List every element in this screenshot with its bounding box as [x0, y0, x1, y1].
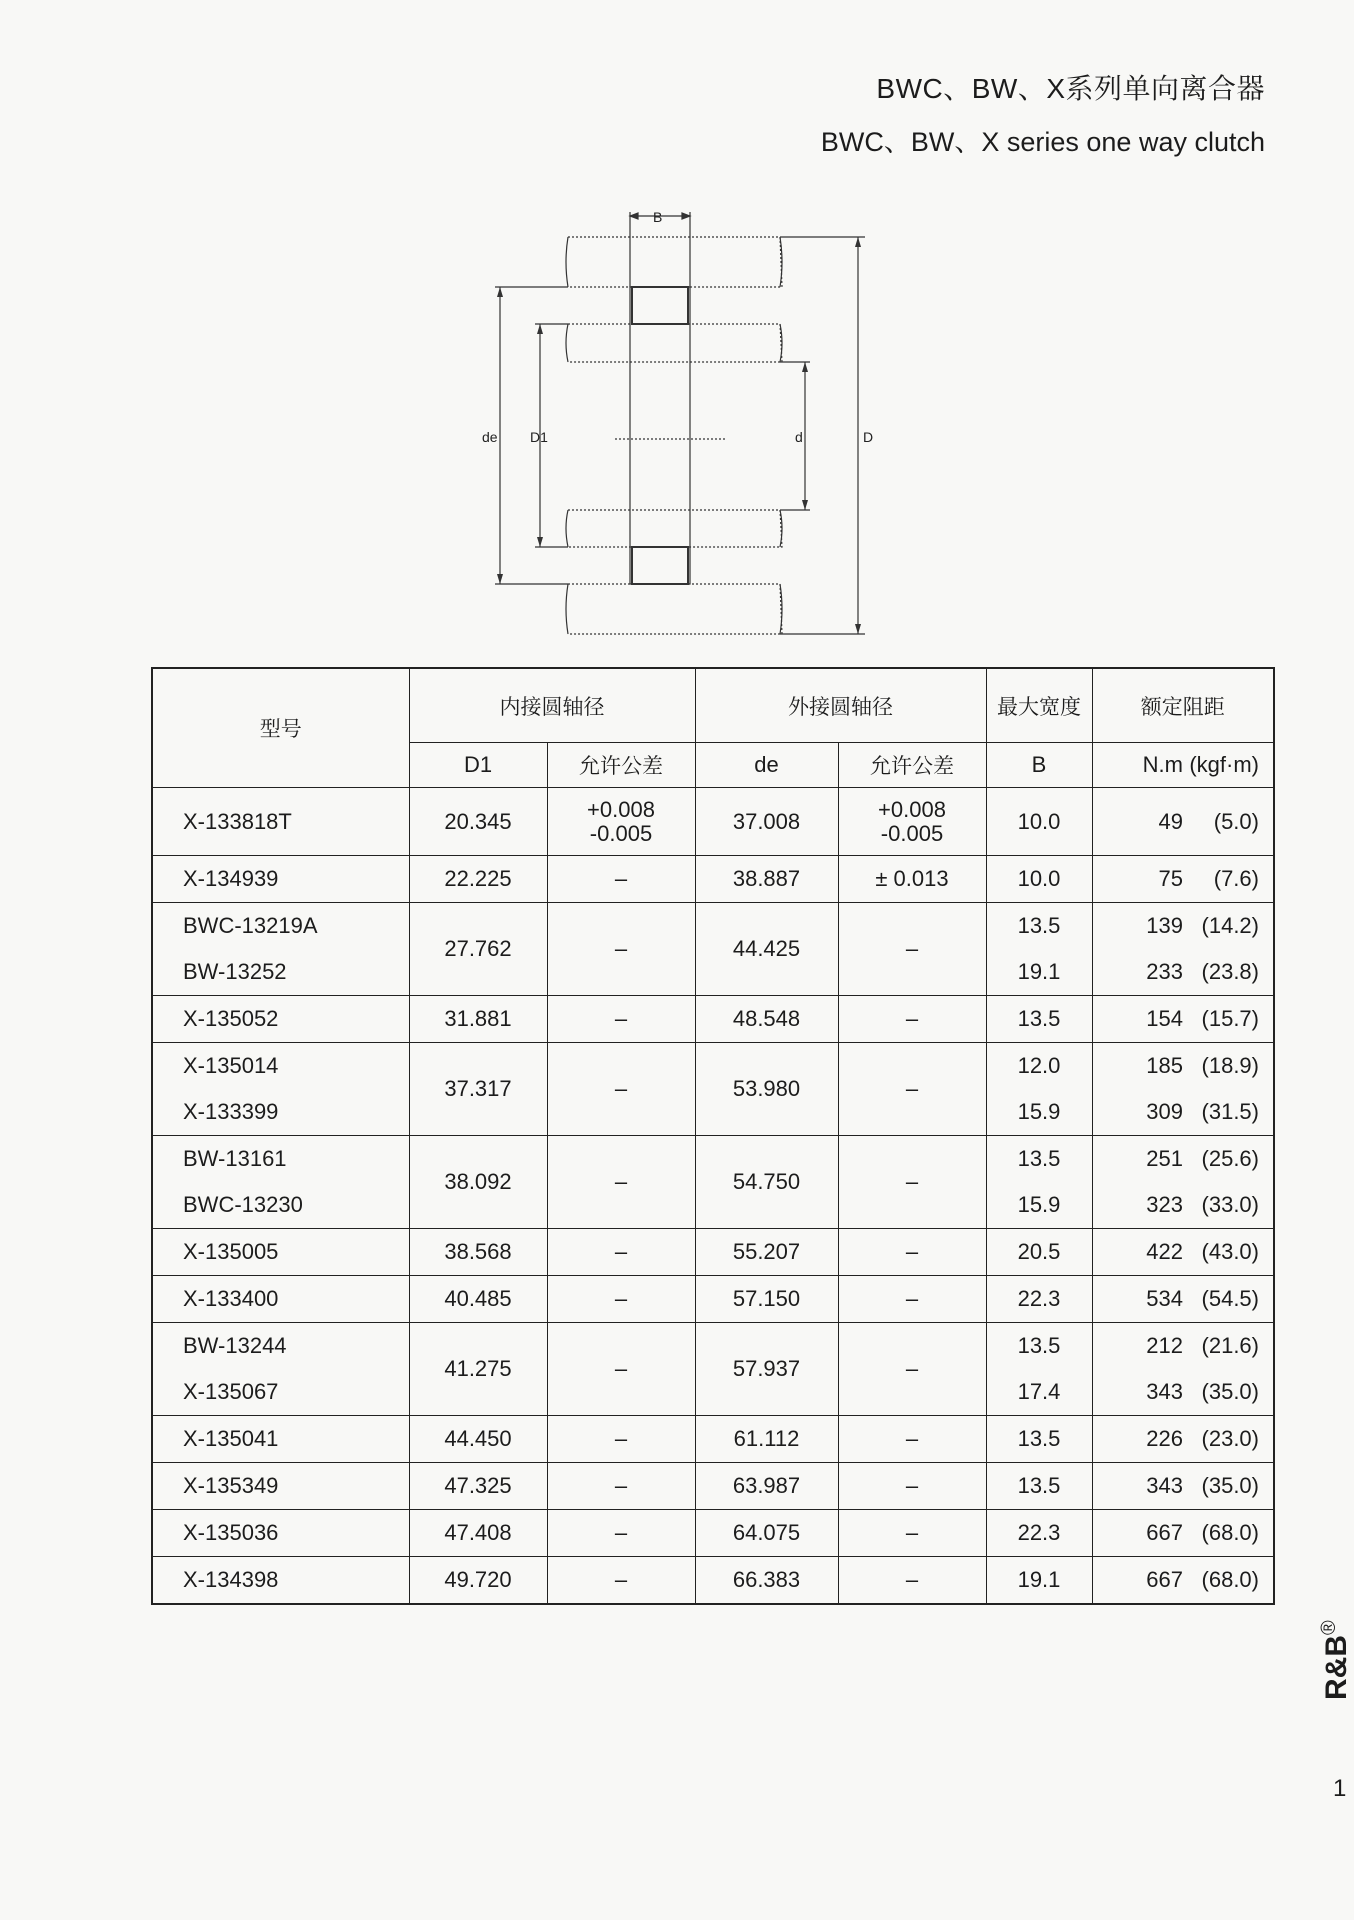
cell-b-value: 19.1 — [1017, 1567, 1061, 1592]
cell-torque-nm: 422 — [1146, 1239, 1183, 1264]
cell-b — [986, 903, 1092, 996]
cell-tol1: – — [547, 903, 695, 996]
table-row — [152, 788, 1274, 856]
cell-tol2: ± 0.013 — [838, 856, 986, 903]
cell-torque-kgf: (33.0) — [1201, 1192, 1259, 1217]
cell-b-value: 13.5 — [1017, 1146, 1061, 1171]
cell-models — [152, 996, 409, 1043]
cell-torque-nm: 667 — [1146, 1567, 1183, 1592]
cell-torque-kgf: (25.6) — [1201, 1146, 1259, 1171]
cell-d1: 27.762 — [409, 903, 547, 996]
header-outer-group: 外接圆轴径 — [695, 668, 986, 743]
cell-tol1: – — [547, 1136, 695, 1229]
header-de: de — [695, 743, 838, 788]
header-kgfm: (kgf·m) — [1189, 752, 1259, 777]
cell-tol1: – — [547, 1557, 695, 1605]
cell-b-value: 13.5 — [1017, 1473, 1061, 1498]
cell-torque-kgf: (5.0) — [1213, 808, 1259, 834]
table-row — [152, 1463, 1274, 1510]
cell-torque-nm: 49 — [1158, 808, 1183, 834]
cell-models — [152, 1557, 409, 1605]
cell-torque — [1092, 1043, 1274, 1136]
cell-de: 55.207 — [695, 1229, 838, 1276]
cell-models-value: X-135005 — [183, 1239, 279, 1264]
cell-torque — [1092, 1416, 1274, 1463]
cell-d1: 41.275 — [409, 1323, 547, 1416]
cell-torque-nm: 343 — [1146, 1379, 1183, 1404]
cell-torque-kgf: (31.5) — [1201, 1099, 1259, 1124]
table-row — [152, 1136, 1274, 1229]
cell-models-value: BWC-13230 — [183, 1192, 303, 1217]
cell-torque-nm: 667 — [1146, 1520, 1183, 1545]
header-nm: N.m — [1142, 752, 1183, 777]
cell-models-value: BW-13244 — [183, 1333, 287, 1358]
cell-tol1: – — [547, 1463, 695, 1510]
cell-b-value: 13.5 — [1017, 913, 1061, 938]
cell-torque-nm: 343 — [1146, 1473, 1183, 1498]
cell-models-value: BW-13252 — [183, 959, 287, 984]
cell-tol1: – — [547, 856, 695, 903]
cell-b — [986, 1136, 1092, 1229]
cell-torque-kgf: (35.0) — [1201, 1379, 1259, 1404]
cell-torque — [1092, 1323, 1274, 1416]
cell-torque — [1092, 856, 1274, 903]
page-title-en: BWC、BW、X series one way clutch — [820, 127, 1265, 157]
cell-b-value: 22.3 — [1017, 1520, 1061, 1545]
cell-tol1: – — [547, 1510, 695, 1557]
cell-d1: 44.450 — [409, 1416, 547, 1463]
header-torque-units — [1092, 743, 1274, 788]
cell-b — [986, 1416, 1092, 1463]
table-row — [152, 996, 1274, 1043]
header-model: 型号 — [152, 668, 409, 788]
header-rated-torque: 额定阻距 — [1092, 668, 1274, 743]
cell-torque-nm: 534 — [1146, 1286, 1183, 1311]
cell-torque-nm: 323 — [1146, 1192, 1183, 1217]
cell-models-value: X-133400 — [183, 1286, 279, 1311]
cell-de: 37.008 — [695, 788, 838, 856]
cell-torque-nm: 226 — [1146, 1426, 1183, 1451]
cell-models-value: X-135067 — [183, 1379, 279, 1404]
cell-torque-nm: 75 — [1158, 866, 1183, 891]
cell-torque — [1092, 903, 1274, 996]
dim-label-de: de — [482, 429, 498, 445]
cell-d1: 31.881 — [409, 996, 547, 1043]
cell-torque — [1092, 788, 1274, 856]
cell-tol1: – — [547, 1323, 695, 1416]
cell-torque-kgf: (7.6) — [1213, 866, 1259, 891]
cell-torque — [1092, 996, 1274, 1043]
cell-torque — [1092, 1229, 1274, 1276]
cell-models — [152, 1136, 409, 1229]
cell-b — [986, 1043, 1092, 1136]
cell-b-value: 13.5 — [1017, 1006, 1061, 1031]
cell-b-value: 17.4 — [1017, 1379, 1061, 1404]
cell-models — [152, 1229, 409, 1276]
cell-tol2: – — [838, 1229, 986, 1276]
table-row — [152, 1416, 1274, 1463]
cell-models-value: X-135036 — [183, 1520, 279, 1545]
cell-b-value: 12.0 — [1017, 1053, 1061, 1078]
cell-d1: 38.092 — [409, 1136, 547, 1229]
cell-tol2: – — [838, 1276, 986, 1323]
table-row — [152, 1323, 1274, 1416]
cell-models-value: X-135052 — [183, 1006, 279, 1031]
cell-d1: 40.485 — [409, 1276, 547, 1323]
cell-torque-kgf: (15.7) — [1201, 1006, 1259, 1031]
cell-models — [152, 1043, 409, 1136]
table-row — [152, 1510, 1274, 1557]
cell-torque-nm: 154 — [1146, 1006, 1183, 1031]
cell-torque-nm: 309 — [1146, 1099, 1183, 1124]
cell-d1: 47.325 — [409, 1463, 547, 1510]
cell-b — [986, 1229, 1092, 1276]
cell-torque-kgf: (14.2) — [1201, 913, 1259, 938]
cell-torque — [1092, 1463, 1274, 1510]
cell-tol2: – — [838, 1557, 986, 1605]
cell-models-value: X-133399 — [183, 1099, 279, 1124]
cell-de: 63.987 — [695, 1463, 838, 1510]
table-row — [152, 856, 1274, 903]
specifications-table-container — [151, 667, 1273, 1605]
cell-de: 48.548 — [695, 996, 838, 1043]
cell-tol2: – — [838, 1136, 986, 1229]
cell-models-value: X-134398 — [183, 1567, 279, 1592]
cell-tol2: – — [838, 1416, 986, 1463]
cell-models-value: BWC-13219A — [183, 913, 318, 938]
cell-models — [152, 788, 409, 856]
table-row — [152, 1043, 1274, 1136]
cell-tol1: – — [547, 1416, 695, 1463]
cell-b — [986, 1276, 1092, 1323]
cell-models — [152, 903, 409, 996]
cell-tol1: – — [547, 1043, 695, 1136]
header-d1: D1 — [409, 743, 547, 788]
header-tol2: 允许公差 — [838, 743, 986, 788]
cell-b-value: 10.0 — [1017, 808, 1061, 834]
cell-tol2: – — [838, 903, 986, 996]
cell-models — [152, 1276, 409, 1323]
dim-label-d1: D1 — [530, 429, 548, 445]
cell-torque — [1092, 1276, 1274, 1323]
cell-d1: 49.720 — [409, 1557, 547, 1605]
cell-torque-kgf: (23.8) — [1201, 959, 1259, 984]
cell-b — [986, 788, 1092, 856]
cell-b-value: 15.9 — [1017, 1099, 1061, 1124]
cell-models — [152, 1510, 409, 1557]
cell-b — [986, 996, 1092, 1043]
cell-b — [986, 1557, 1092, 1605]
cell-torque-kgf: (54.5) — [1201, 1286, 1259, 1311]
cell-b — [986, 1510, 1092, 1557]
cell-torque — [1092, 1557, 1274, 1605]
table-body — [152, 788, 1274, 1605]
cell-b — [986, 1323, 1092, 1416]
cell-tol1: – — [547, 1229, 695, 1276]
cell-b-value: 13.5 — [1017, 1426, 1061, 1451]
cell-d1: 37.317 — [409, 1043, 547, 1136]
cell-models-value: BW-13161 — [183, 1146, 287, 1171]
cell-de: 57.937 — [695, 1323, 838, 1416]
cell-de: 53.980 — [695, 1043, 838, 1136]
specifications-table — [151, 667, 1275, 1605]
table-row — [152, 903, 1274, 996]
cell-torque-kgf: (68.0) — [1201, 1520, 1259, 1545]
header-tol1: 允许公差 — [547, 743, 695, 788]
cell-torque-nm: 251 — [1146, 1146, 1183, 1171]
dim-label-D: D — [863, 429, 874, 445]
cell-de: 66.383 — [695, 1557, 838, 1605]
cell-b-value: 22.3 — [1017, 1286, 1061, 1311]
cell-tol2: – — [838, 1463, 986, 1510]
cell-b-value: 20.5 — [1017, 1239, 1061, 1264]
header-inner-group: 内接圆轴径 — [409, 668, 695, 743]
cell-b-value: 13.5 — [1017, 1333, 1061, 1358]
cell-torque-kgf: (43.0) — [1201, 1239, 1259, 1264]
cell-d1: 22.225 — [409, 856, 547, 903]
cell-torque-nm: 212 — [1146, 1333, 1183, 1358]
cell-de: 61.112 — [695, 1416, 838, 1463]
cell-models — [152, 1463, 409, 1510]
cell-tol2: – — [838, 1323, 986, 1416]
cell-tol2: – — [838, 996, 986, 1043]
cell-b-value: 15.9 — [1017, 1192, 1061, 1217]
cell-b-value: 10.0 — [1017, 866, 1061, 891]
cell-torque — [1092, 1136, 1274, 1229]
cell-de: 38.887 — [695, 856, 838, 903]
cell-b — [986, 1463, 1092, 1510]
cell-models-value: X-134939 — [183, 866, 279, 891]
cell-models — [152, 856, 409, 903]
cell-models-value: X-133818T — [183, 808, 292, 834]
page-title-cn: BWC、BW、X系列单向离合器 — [876, 73, 1265, 104]
header-max-width: 最大宽度 — [986, 668, 1092, 743]
dim-label-d: d — [795, 429, 803, 445]
cell-tol2: +0.008 -0.005 — [838, 788, 986, 856]
header-b: B — [986, 743, 1092, 788]
cell-torque-kgf: (35.0) — [1201, 1473, 1259, 1498]
cell-torque-kgf: (68.0) — [1201, 1567, 1259, 1592]
cell-de: 44.425 — [695, 903, 838, 996]
cell-de: 57.150 — [695, 1276, 838, 1323]
cell-torque-nm: 139 — [1146, 913, 1183, 938]
cell-models-value: X-135349 — [183, 1473, 279, 1498]
cell-b-value: 19.1 — [1017, 959, 1061, 984]
cell-models — [152, 1323, 409, 1416]
cell-models-value: X-135014 — [183, 1053, 279, 1078]
cell-de: 64.075 — [695, 1510, 838, 1557]
cell-torque-kgf: (23.0) — [1201, 1426, 1259, 1451]
cell-d1: 47.408 — [409, 1510, 547, 1557]
cell-tol2: – — [838, 1510, 986, 1557]
cell-torque-nm: 233 — [1146, 959, 1183, 984]
cell-models — [152, 1416, 409, 1463]
cell-tol2: – — [838, 1043, 986, 1136]
cell-torque-nm: 185 — [1146, 1053, 1183, 1078]
cell-tol1: +0.008 -0.005 — [547, 788, 695, 856]
cell-torque-kgf: (21.6) — [1201, 1333, 1259, 1358]
cell-tol1: – — [547, 996, 695, 1043]
brand-logo: R&B® — [1318, 1620, 1353, 1700]
cell-tol1: – — [547, 1276, 695, 1323]
page-number: 1 — [1333, 1775, 1347, 1802]
cell-torque — [1092, 1510, 1274, 1557]
table-row — [152, 1229, 1274, 1276]
cell-de: 54.750 — [695, 1136, 838, 1229]
cell-models-value: X-135041 — [183, 1426, 279, 1451]
clutch-cross-section-diagram — [480, 192, 880, 652]
cell-d1: 20.345 — [409, 788, 547, 856]
cell-d1: 38.568 — [409, 1229, 547, 1276]
table-row — [152, 1557, 1274, 1605]
table-row — [152, 1276, 1274, 1323]
cell-torque-kgf: (18.9) — [1201, 1053, 1259, 1078]
dim-label-b: B — [653, 209, 663, 225]
cell-b — [986, 856, 1092, 903]
